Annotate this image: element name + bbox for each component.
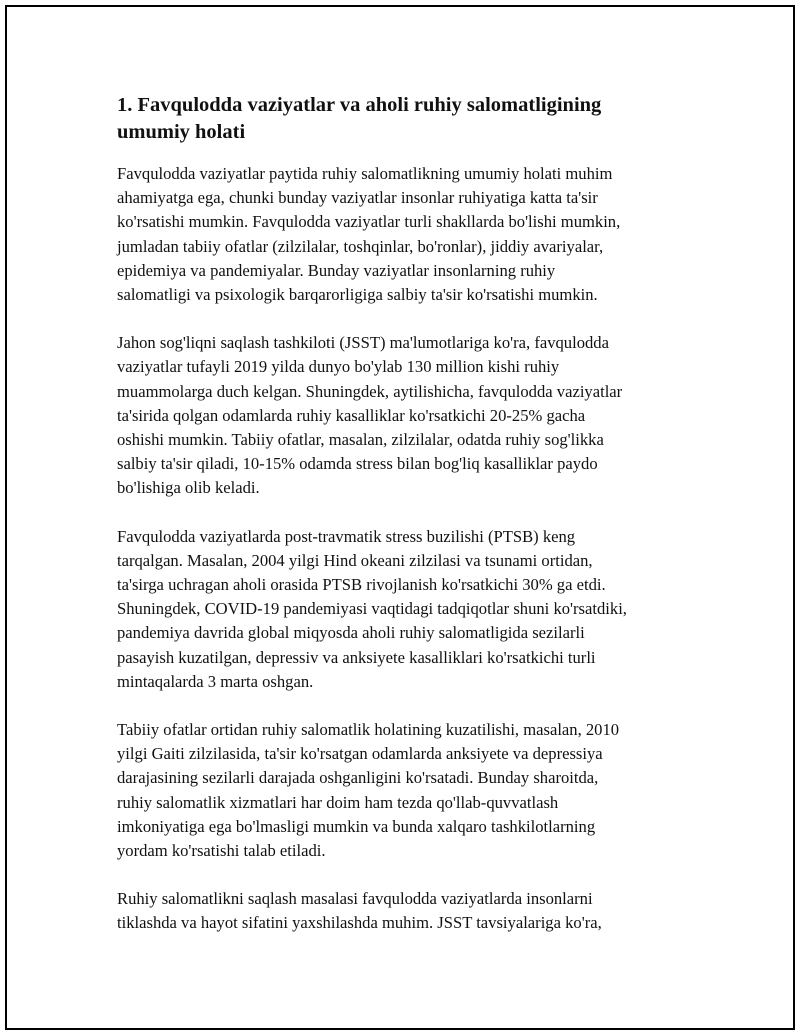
text-line: ruhiy salomatlik xizmatlari har doim ham tezda qo'llab-quvvatlash xyxy=(117,792,559,812)
text-line: salomatligi va psixologik barqarorligiga salbiy ta'sir ko'rsatishi mumkin. xyxy=(117,285,598,305)
text-line: vaziyatlar tufayli 2019 yilda dunyo bo'ylab 130 million kishi ruhiy xyxy=(117,357,560,377)
text-line: ko'rsatishi mumkin. Favqulodda vaziyatlar turli shakllarda bo'lishi mumkin, xyxy=(117,212,621,232)
paragraph-4 xyxy=(117,718,677,863)
text-line: epidemiya va pandemiyalar. Bunday vaziyatlar insonlarning ruhiy xyxy=(117,260,556,280)
text-line: jumladan tabiiy ofatlar (zilzilalar, toshqinlar, bo'ronlar), jiddiy avariyalar, xyxy=(117,236,604,256)
text-line: ta'sirga uchragan aholi orasida PTSB rivojlanish ko'rsatkichi 30% ga etdi. xyxy=(117,575,606,595)
paragraph-1 xyxy=(117,162,677,307)
heading-line: 1. Favqulodda vaziyatlar va aholi ruhiy salomatligining xyxy=(117,94,602,116)
heading-line: umumiy holati xyxy=(117,121,246,143)
paragraph-5 xyxy=(117,887,677,935)
text-line: tarqalgan. Masalan, 2004 yilgi Hind okeani zilzilasi va tsunami ortidan, xyxy=(117,550,593,570)
text-line: Shuningdek, COVID-19 pandemiyasi vaqtidagi tadqiqotlar shuni ko'rsatdiki, xyxy=(117,599,627,619)
text-line: ta'sirida qolgan odamlarda ruhiy kasalliklar ko'rsatkichi 20-25% gacha xyxy=(117,405,586,425)
text-line: bo'lishiga olib keladi. xyxy=(117,478,260,498)
text-line: pandemiya davrida global miqyosda aholi ruhiy salomatligida sezilarli xyxy=(117,623,585,643)
text-line: imkoniyatiga ega bo'lmasligi mumkin va bunda xalqaro tashkilotlarning xyxy=(117,816,596,836)
text-line: pasayish kuzatilgan, depressiv va anksiyete kasalliklari ko'rsatkichi turli xyxy=(117,647,596,667)
text-line: yordam ko'rsatishi talab etiladi. xyxy=(117,841,326,861)
text-line: darajasining sezilarli darajada oshganligini ko'rsatadi. Bunday sharoitda, xyxy=(117,768,599,788)
paragraph-3 xyxy=(117,525,677,694)
text-line: mintaqalarda 3 marta oshgan. xyxy=(117,671,314,691)
text-line: Tabiiy ofatlar ortidan ruhiy salomatlik holatining kuzatilishi, masalan, 2010 xyxy=(117,720,620,740)
text-line: yilgi Gaiti zilzilasida, ta'sir ko'rsatgan odamlarda anksiyete va depressiya xyxy=(117,744,603,764)
text-line: Ruhiy salomatlikni saqlash masalasi favqulodda vaziyatlarda insonlarni xyxy=(117,889,593,909)
text-line: Favqulodda vaziyatlar paytida ruhiy salomatlikning umumiy holati muhim xyxy=(117,164,613,183)
document-body xyxy=(117,92,677,960)
text-line: oshishi mumkin. Tabiiy ofatlar, masalan, zilzilalar, odatda ruhiy sog'likka xyxy=(117,430,604,450)
text-line: muammolarga duch kelgan. Shuningdek, aytilishicha, favqulodda vaziyatlar xyxy=(117,381,623,401)
text-line: salbiy ta'sir qiladi, 10-15% odamda stress bilan bog'liq kasalliklar paydo xyxy=(117,454,598,474)
text-line: Favqulodda vaziyatlarda post-travmatik stress buzilishi (PTSB) keng xyxy=(117,526,576,546)
text-line: Jahon sog'liqni saqlash tashkiloti (JSST) ma'lumotlariga ko'ra, favqulodda xyxy=(117,333,609,353)
section-heading xyxy=(117,92,677,146)
text-line: ahamiyatga ega, chunki bunday vaziyatlar insonlar ruhiyatiga katta ta'sir xyxy=(117,188,598,208)
text-line: tiklashda va hayot sifatini yaxshilashda muhim. JSST tavsiyalariga ko'ra, xyxy=(117,913,602,933)
paragraph-2 xyxy=(117,331,677,500)
